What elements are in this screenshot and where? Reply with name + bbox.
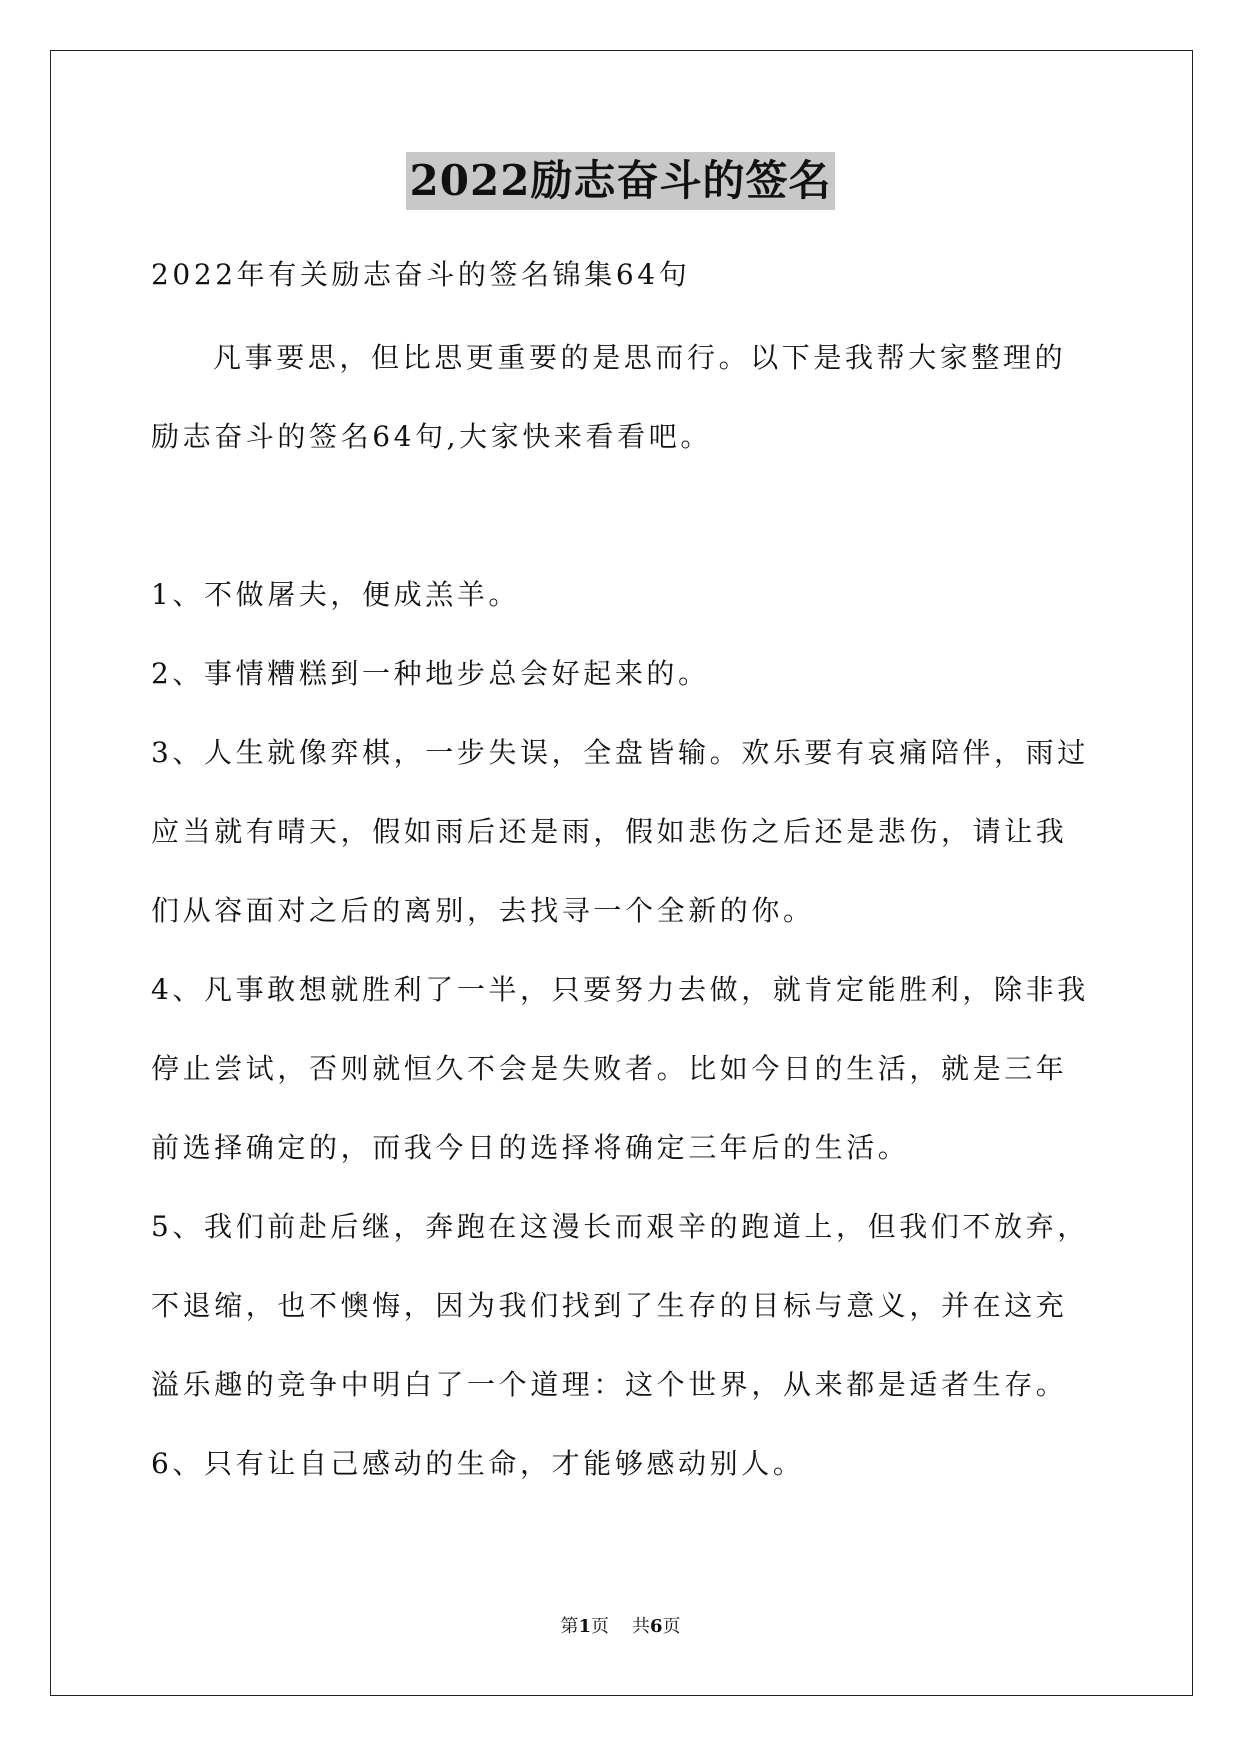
- total-suffix: 页: [662, 1616, 681, 1637]
- document-subtitle: 2022年有关励志奋斗的签名锦集64句: [151, 258, 691, 291]
- list-item: 4、凡事敢想就胜利了一半，只要努力去做，就肯定能胜利，除非我停止尝试，否则就恒久不会是失败者。比如今日的生活，就是三年前选择确定的，而我今日的选择将确定三年后的生活。: [151, 973, 1089, 1164]
- list-item: 6、只有让自己感动的生命，才能够感动别人。: [151, 1447, 805, 1480]
- list-item: 3、人生就像弈棋，一步失误，全盘皆输。欢乐要有哀痛陪伴，雨过应当就有晴天，假如雨后还是雨，假如悲伤之后还是悲伤，请让我们从容面对之后的离别，去找寻一个全新的你。: [151, 736, 1089, 927]
- total-prefix: 共: [631, 1616, 650, 1637]
- page-prefix: 第: [560, 1616, 579, 1637]
- list-item: 1、不做屠夫，便成羔羊。: [151, 578, 521, 611]
- title-container: [0, 152, 1241, 210]
- paragraph-spacer: [151, 476, 1091, 555]
- intro-paragraph: 凡事要思，但比思更重要的是思而行。以下是我帮大家整理的励志奋斗的签名64句,大家快来看看吧。: [151, 341, 1067, 453]
- document-title: 2022励志奋斗的签名: [406, 152, 836, 210]
- document-body: [151, 235, 1091, 1503]
- page-suffix: 页: [591, 1616, 610, 1637]
- list-item: 5、我们前赴后继，奔跑在这漫长而艰辛的跑道上，但我们不放弃，不退缩，也不懊悔，因为我们找到了生存的目标与意义，并在这充溢乐趣的竞争中明白了一个道理：这个世界，从来都是适者生存。: [151, 1210, 1089, 1401]
- page-current: 1: [578, 1616, 592, 1637]
- page-footer: [0, 1615, 1241, 1639]
- list-item: 2、事情糟糕到一种地步总会好起来的。: [151, 657, 710, 690]
- page-total: 6: [649, 1616, 663, 1637]
